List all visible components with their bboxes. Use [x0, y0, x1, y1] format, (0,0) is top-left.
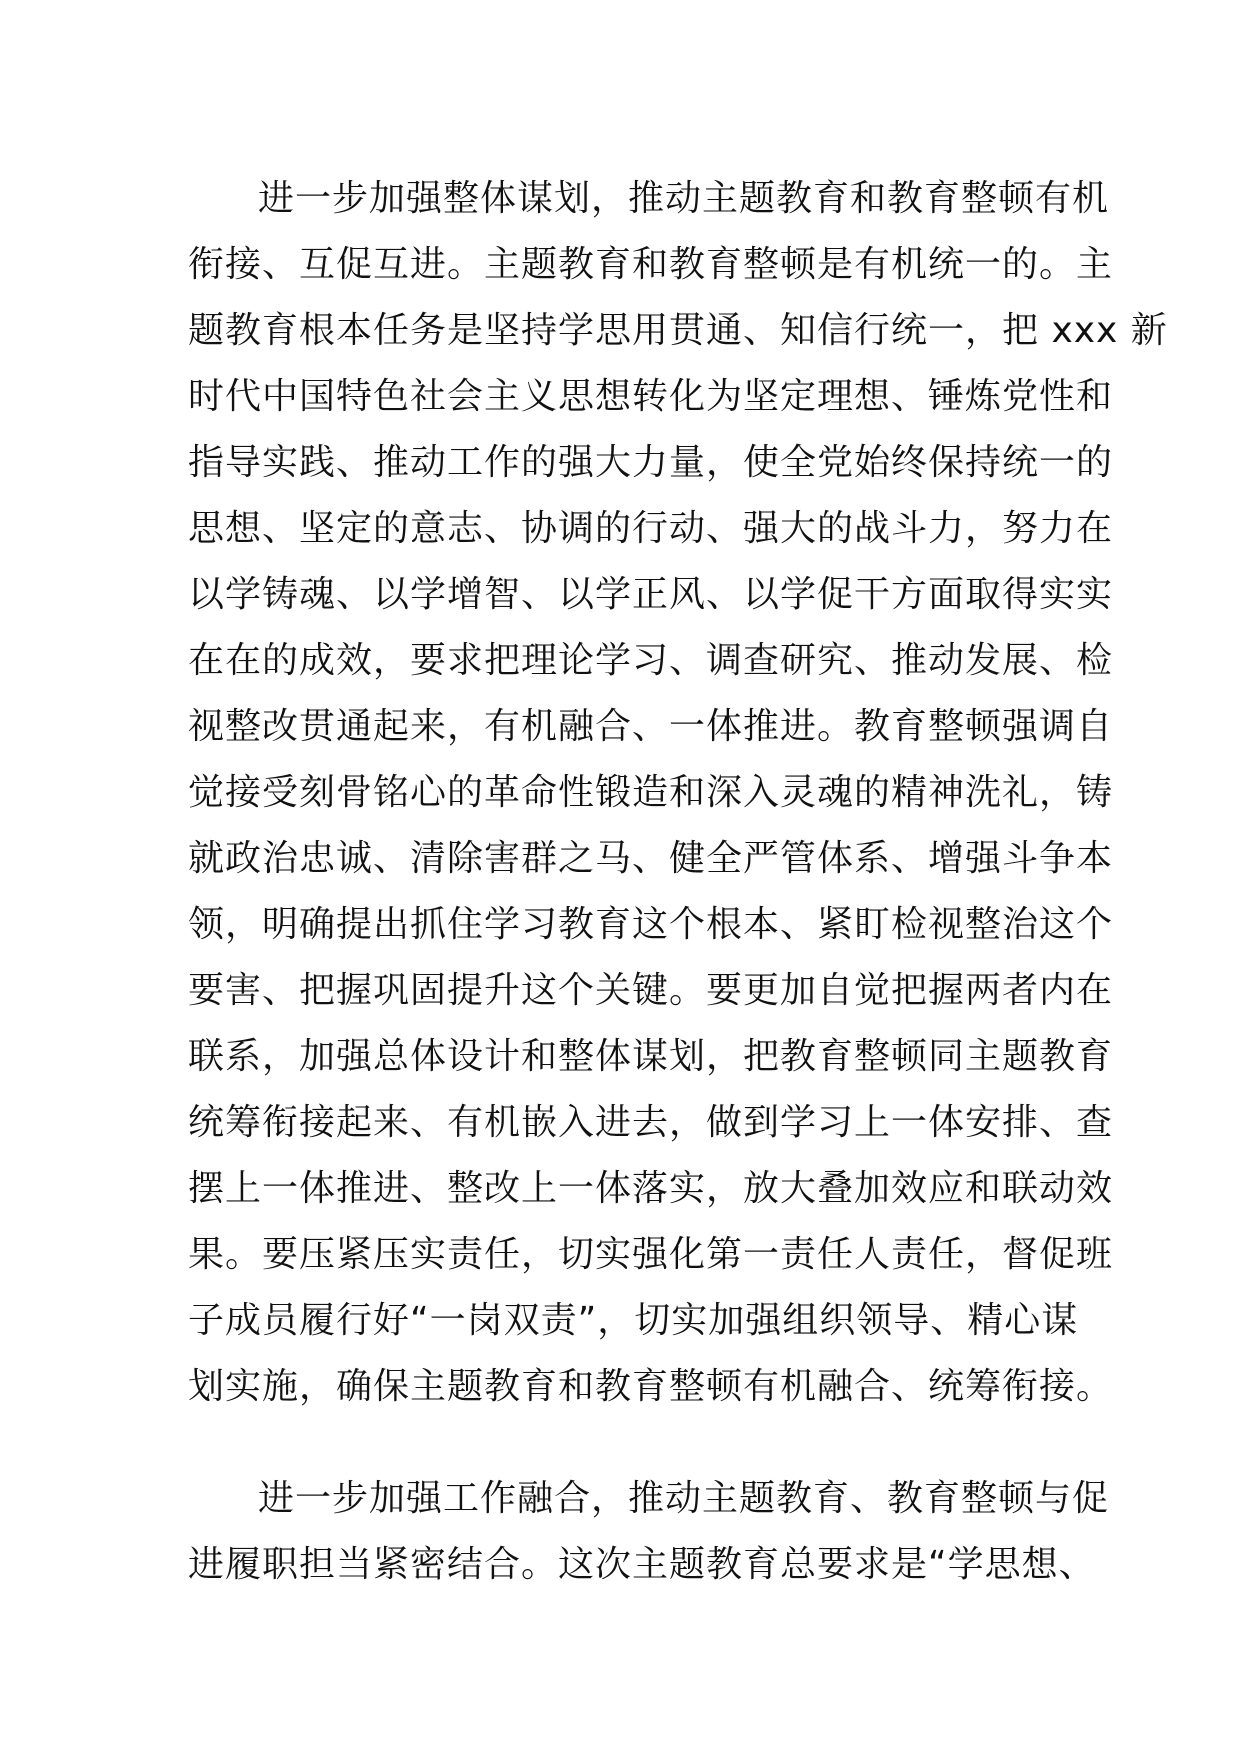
paragraph-line: 觉接受刻骨铭心的革命性锻造和深入灵魂的精神洗礼，铸 — [188, 772, 1114, 813]
paragraph-2 — [188, 1466, 1110, 1598]
paragraph-line: 联系，加强总体设计和整体谋划，把教育整顿同主题教育 — [188, 1036, 1114, 1077]
paragraph-line: 子成员履行好“一岗双责”，切实加强组织领导、精心谋 — [188, 1300, 1079, 1341]
paragraph-line: 进一步加强整体谋划，推动主题教育和教育整顿有机 — [258, 178, 1110, 219]
paragraph-line: 时代中国特色社会主义思想转化为坚定理想、锤炼党性和 — [188, 376, 1114, 417]
paragraph-line: 进一步加强工作融合，推动主题教育、教育整顿与促 — [258, 1478, 1110, 1519]
paragraph-line: 划实施，确保主题教育和教育整顿有机融合、统筹衔接。 — [188, 1366, 1114, 1407]
paragraph-line: 以学铸魂、以学增智、以学正风、以学促干方面取得实实 — [188, 574, 1114, 615]
paragraph-line: 统筹衔接起来、有机嵌入进去，做到学习上一体安排、查 — [188, 1102, 1114, 1143]
paragraph-line: 在在的成效，要求把理论学习、调查研究、推动发展、检 — [188, 640, 1114, 681]
paragraph-line: 视整改贯通起来，有机融合、一体推进。教育整顿强调自 — [188, 706, 1114, 747]
paragraph-line: 摆上一体推进、整改上一体落实，放大叠加效应和联动效 — [188, 1168, 1114, 1209]
paragraph-line: 要害、把握巩固提升这个关键。要更加自觉把握两者内在 — [188, 970, 1114, 1011]
paragraph-line: 领，明确提出抓住学习教育这个根本、紧盯检视整治这个 — [188, 904, 1114, 945]
paragraph-line: 果。要压紧压实责任，切实强化第一责任人责任，督促班 — [188, 1234, 1114, 1275]
paragraph-line: 衔接、互促互进。主题教育和教育整顿是有机统一的。主 — [188, 244, 1114, 285]
paragraph-line: 题教育根本任务是坚持学思用贯通、知信行统一，把 xxx 新 — [188, 310, 1168, 351]
paragraph-1 — [188, 166, 1168, 1420]
paragraph-line: 进履职担当紧密结合。这次主题教育总要求是“学思想、 — [188, 1544, 1096, 1585]
paragraph-line: 就政治忠诚、清除害群之马、健全严管体系、增强斗争本 — [188, 838, 1114, 879]
paragraph-line: 指导实践、推动工作的强大力量，使全党始终保持统一的 — [188, 442, 1114, 483]
paragraph-line: 思想、坚定的意志、协调的行动、强大的战斗力，努力在 — [188, 508, 1114, 549]
